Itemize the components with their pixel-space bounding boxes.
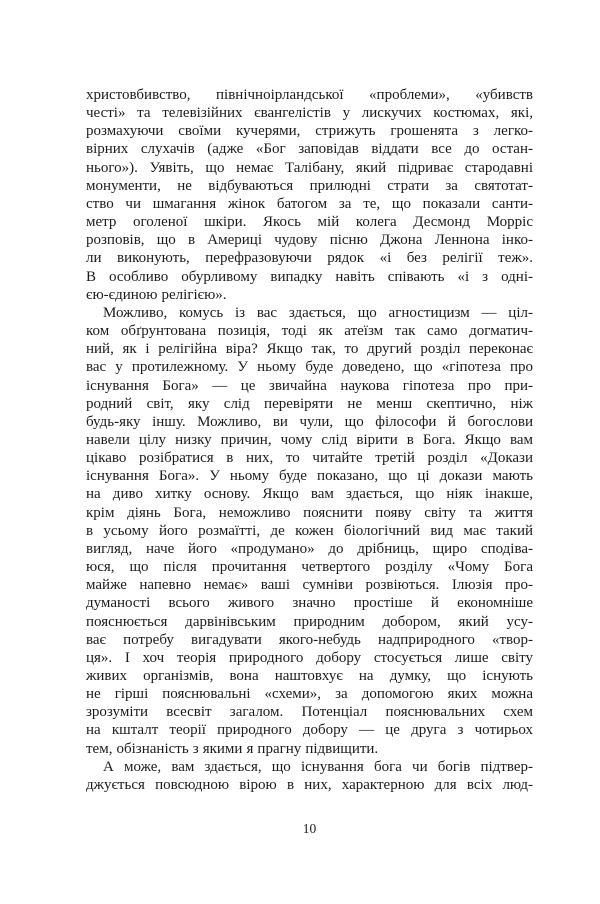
text-line: не гірші пояснювальні «схеми», за допомогою яких можна (86, 686, 533, 703)
text-line: А може, вам здається, що існування бога чи богів підтвер- (103, 758, 533, 775)
text-line: вас у протилежному. У ньому буде доведено, що «гіпотеза про (86, 359, 533, 376)
text-line: крім діянь Бога, неможливо пояснити появу світу та життя (86, 504, 533, 521)
text-line: пояснюється дарвінівським природним добором, який усу- (86, 613, 533, 630)
text-line: монументи, не відбуваються прилюдні страти за святотат- (86, 177, 533, 194)
text-line: існування Бога». У ньому буде показано, що ці докази мають (86, 468, 533, 485)
text-line: існування Бога» — це звичайна наукова гіпотеза про при- (86, 377, 533, 394)
text-line: на кшталт теорії природного добору — це друга з чотирьох (86, 722, 533, 739)
text-line: ний, як і релігійна віра? Якщо так, то другий розділ переконає (86, 341, 533, 358)
text-line: нього»). Уявіть, що немає Талібану, який підриває стародавні (86, 159, 533, 176)
text-line: розповів, що в Америці чудову пісню Джона Леннона інко- (86, 232, 533, 249)
text-line: розмахуючи своїми кучерями, стрижуть грошенята з легко- (86, 123, 533, 140)
text-line: вірних слухачів (адже «Бог заповідав віддати все до остан- (86, 141, 533, 158)
text-line: Можливо, комусь із вас здається, що агностицизм — ціл- (103, 304, 533, 321)
text-line: родний світ, яку слід перевіряти не менш скептично, ніж (86, 395, 533, 412)
text-line: В особливо обурливому випадку навіть співають «і з одні- (86, 268, 533, 285)
text-line: юся, що після прочитання четвертого розділу «Чому Бога (86, 559, 533, 576)
paragraph (86, 304, 533, 758)
text-line: майже напевно немає» ваші сумніви розвіються. Ілюзія про- (86, 577, 533, 594)
text-line: джується повсюдною вірою в них, характерною для всіх люд- (86, 776, 533, 793)
text-line: на диво хитку основу. Якщо вам здається, що ніяк інакше, (86, 486, 533, 503)
text-line: честі» та телевізійних євангелістів у лискучих костюмах, які, (86, 105, 533, 122)
text-line: будь-яку іншу. Можливо, ви чули, що філософи й богослови (86, 413, 533, 430)
text-line: цікаво розібратися в них, то читайте третій розділ «Докази (86, 450, 533, 467)
page-number: 10 (302, 821, 317, 836)
text-line: метр оголеної шкіри. Якось мій колега Десмонд Морріс (86, 214, 533, 231)
text-block (86, 86, 533, 794)
text-line: живих організмів, вона наштовхує на думку, що існують (86, 668, 533, 684)
text-line: думаності всього живого значно простіше й економніше (86, 595, 533, 612)
text-line: ли виконують, перефразовуючи рядок «і без релігії теж». (86, 250, 533, 267)
text-line: зрозуміти всесвіт загалом. Потенціал пояснювальних схем (86, 704, 533, 721)
paragraph (86, 86, 533, 304)
text-line: христовбивство, північноірландської «проблеми», «убивств (86, 87, 533, 103)
text-line: вигляд, наче його «продумано» до дрібниць, щиро сподіва- (86, 540, 533, 557)
text-line: ця». І хоч теорія природного добору стосується лише світу (86, 649, 533, 666)
text-line: в усьому його розмаїтті, де кожен біологічний вид має такий (86, 522, 533, 539)
text-line: ком обґрунтована позиція, тоді як атеїзм так само догматич- (86, 323, 533, 340)
text-line: єю-єдиною релігією». (86, 286, 227, 303)
text-line: навели цілу низку причин, чому слід вірити в Бога. Якщо вам (86, 431, 533, 448)
paragraph (86, 758, 533, 794)
text-line: тем, обізнаність з якими я прагну підвищити. (86, 740, 379, 757)
text-line: ває потребу вигадувати якого-небудь надприродного «твор- (86, 631, 533, 648)
text-line: ство чи шмагання жінок батогом за те, що показали санти- (86, 195, 533, 212)
